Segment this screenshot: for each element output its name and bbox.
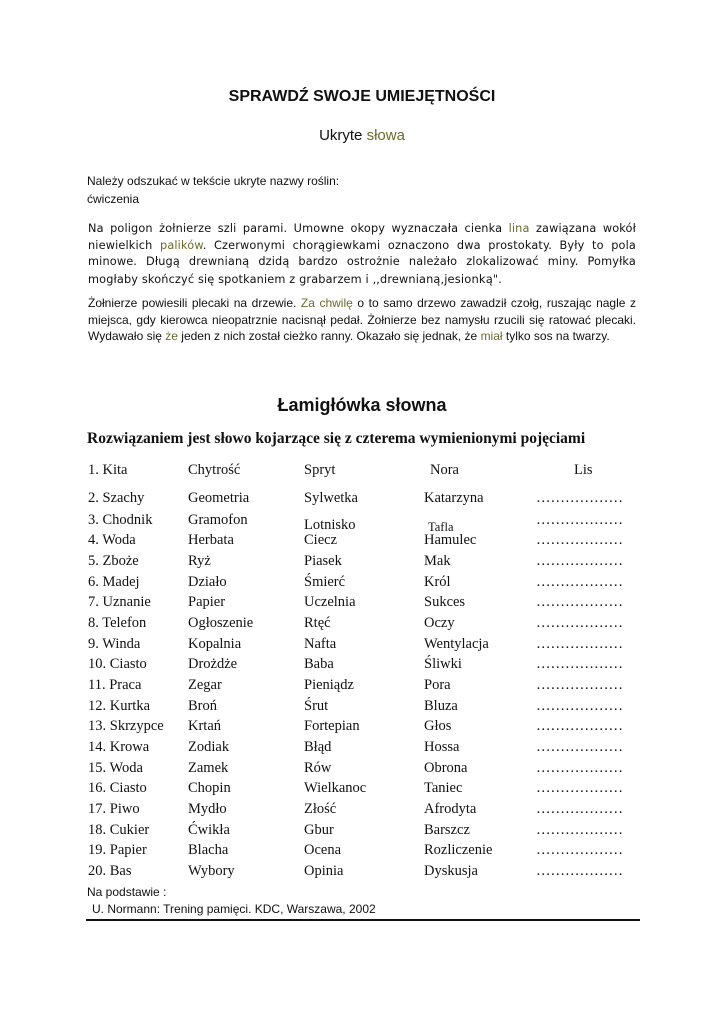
clue-number-word: 16. Ciasto	[88, 780, 147, 796]
clue-word-3: Pieniądz	[304, 677, 354, 693]
answer-field[interactable]: ………………	[536, 490, 623, 506]
clue-word-4: Sukces	[424, 594, 466, 610]
answer-field[interactable]: ………………	[536, 512, 623, 528]
paragraph-text: . Czerwonymi chorągiewkami oznaczono dwa prostokaty. Były to pola minowe. Długą drewnianą dzidą bardzo ostrożnie należało zlokalizować miny. Pomyłka mogłaby skończyć się spotkaniem z grabarzem i ,,drewnianą,	[88, 238, 636, 286]
clue-word-3: Gbur	[304, 822, 334, 838]
paragraph-text: Na poligon żołnierze szli parami. Umowne okopy wyznaczała cienka	[88, 222, 509, 235]
answer-field[interactable]: ………………	[536, 636, 623, 652]
subtitle-plain: Ukryte	[319, 127, 367, 144]
clue-word-3: Ocena	[304, 842, 342, 858]
highlighted-word: że	[165, 329, 178, 343]
clue-word-2: Ćwikła	[188, 822, 230, 838]
clue-number-word: 20. Bas	[88, 863, 132, 879]
clue-word-2: Herbata	[188, 532, 234, 548]
clue-word-3: Piasek	[304, 553, 342, 569]
table-row	[0, 490, 724, 510]
clue-number-word: 1. Kita	[88, 462, 128, 478]
clue-number-word: 13. Skrzypce	[88, 718, 164, 734]
hidden-words-paragraph-1	[88, 221, 636, 288]
clue-number-word: 11. Praca	[88, 677, 142, 693]
clue-word-3: Rów	[304, 760, 332, 776]
answer-field[interactable]: Lis	[574, 462, 593, 478]
clue-word-2: Drożdże	[188, 656, 238, 672]
clue-word-4: Rozliczenie	[424, 842, 493, 858]
table-row	[0, 656, 724, 676]
clue-word-4: Dyskusja	[424, 863, 478, 879]
clue-word-3: Złość	[304, 801, 337, 817]
source-label: Na podstawie :	[87, 885, 167, 899]
clue-number-word: 19. Papier	[88, 842, 147, 858]
answer-field[interactable]: ………………	[536, 553, 623, 569]
clue-word-2: Ryż	[188, 553, 211, 569]
clue-word-4: Hossa	[424, 739, 460, 755]
clue-word-2: Chytrość	[188, 462, 241, 478]
answer-field[interactable]: ………………	[536, 718, 623, 734]
clue-word-2: Krtań	[188, 718, 222, 734]
table-row	[0, 801, 724, 821]
answer-field[interactable]: ………………	[536, 739, 623, 755]
clue-number-word: 2. Szachy	[88, 490, 145, 506]
clue-word-4: Król	[424, 574, 451, 590]
clue-number-word: 8. Telefon	[88, 615, 147, 631]
clue-word-2: Wybory	[188, 863, 235, 879]
exercises-label: ćwiczenia	[87, 192, 140, 206]
clue-word-2: Geometria	[188, 490, 250, 506]
footer-divider	[86, 919, 640, 921]
clue-word-4: Śliwki	[424, 656, 462, 672]
table-row	[0, 462, 724, 482]
clue-word-4: Obrona	[424, 760, 468, 776]
clue-word-4: Oczy	[424, 615, 455, 631]
answer-field[interactable]: ………………	[536, 615, 623, 631]
table-row	[0, 512, 724, 532]
answer-field[interactable]: ………………	[536, 574, 623, 590]
clue-word-4: Wentylacja	[424, 636, 489, 652]
subtitle-highlight: słowa	[366, 127, 405, 144]
answer-field[interactable]: ………………	[536, 656, 623, 672]
puzzle-title: Łamigłówka słowna	[277, 395, 447, 415]
clue-number-word: 10. Ciasto	[88, 656, 147, 672]
clue-word-2: Broń	[188, 698, 217, 714]
hidden-words-paragraph-2	[88, 295, 636, 345]
clue-word-2: Mydło	[188, 801, 227, 817]
paragraph-text: ".	[492, 272, 502, 286]
table-row	[0, 677, 724, 697]
clue-word-3: Wielkanoc	[304, 780, 367, 796]
clue-number-word: 18. Cukier	[88, 822, 150, 838]
paragraph-text: o to samo drzewo zawadził czołg, ruszając nagle z miejsca, gdy kierowca nieopatrznie nacisnął pedał. Żołnierze bez namysłu rzucili się ratować plecaki. Wydawało się	[88, 296, 636, 343]
clue-word-3: Śmierć	[304, 574, 346, 590]
clue-number-word: 15. Woda	[88, 760, 143, 776]
clue-word-4: Bluza	[424, 698, 458, 714]
clue-word-4: Afrodyta	[424, 801, 477, 817]
clue-word-3: Spryt	[304, 462, 336, 478]
clue-number-word: 3. Chodnik	[88, 512, 153, 528]
clue-word-3: Sylwetka	[304, 490, 358, 506]
clue-word-4: Mak	[424, 553, 451, 569]
clue-word-4: Nora	[430, 462, 459, 478]
paragraph-text: Żołnierze powiesili plecaki na drzewie.	[88, 296, 301, 310]
clue-word-3: Rtęć	[304, 615, 331, 631]
clue-word-4: Barszcz	[424, 822, 470, 838]
table-row	[0, 615, 724, 635]
clue-word-2: Gramofon	[188, 512, 248, 528]
highlighted-word: Za chwilę	[300, 296, 353, 310]
clue-word-2: Blacha	[188, 842, 229, 858]
clue-word-2: Papier	[188, 594, 226, 610]
clue-word-3: Baba	[304, 656, 334, 672]
clue-word-4: Tafla	[428, 520, 454, 534]
clue-word-3: Fortepian	[304, 718, 360, 734]
clue-number-word: 9. Winda	[88, 636, 141, 652]
clue-word-2: Ogłoszenie	[188, 615, 254, 631]
answer-field[interactable]: ………………	[536, 677, 623, 693]
table-row	[0, 594, 724, 614]
clue-number-word: 7. Uznanie	[88, 594, 151, 610]
clue-word-2: Działo	[188, 574, 227, 590]
table-row	[0, 532, 724, 552]
clue-number-word: 14. Krowa	[88, 739, 150, 755]
subtitle	[0, 127, 724, 144]
puzzle-question: Rozwiązaniem jest słowo kojarzące się z czterema wymienionymi pojęciami	[87, 430, 586, 447]
table-row	[0, 842, 724, 862]
table-row	[0, 553, 724, 573]
clue-word-4: Hamulec	[424, 532, 477, 548]
highlighted-word: miał	[480, 329, 503, 343]
instruction: Należy odszukać w tekście ukryte nazwy roślin:	[87, 174, 340, 188]
answer-field[interactable]: ………………	[536, 532, 623, 548]
table-row	[0, 574, 724, 594]
clue-word-4: Taniec	[424, 780, 463, 796]
clue-number-word: 5. Zboże	[88, 553, 139, 569]
paragraph-text: tylko sos na twarzy.	[502, 329, 610, 343]
highlighted-word: palików	[160, 238, 203, 252]
clue-number-word: 17. Piwo	[88, 801, 140, 817]
answer-field[interactable]: ………………	[536, 863, 623, 879]
answer-field[interactable]: ………………	[536, 780, 623, 796]
clue-word-2: Zodiak	[188, 739, 230, 755]
highlighted-word: lina	[508, 222, 530, 235]
table-row	[0, 760, 724, 780]
clue-word-3: Ciecz	[304, 532, 338, 548]
answer-field[interactable]: ………………	[536, 842, 623, 858]
clue-word-2: Chopin	[188, 780, 231, 796]
page-title: SPRAWDŹ SWOJE UMIEJĘTNOŚCI	[228, 88, 496, 105]
clue-number-word: 4. Woda	[88, 532, 136, 548]
clue-word-3: Opinia	[304, 863, 344, 879]
answer-field[interactable]: ………………	[536, 594, 623, 610]
clue-word-2: Zegar	[188, 677, 222, 693]
paragraph-text: zawiązana wokół niewielkich	[88, 222, 636, 252]
paragraph-text: jeden z nich został cieżko ranny. Okazało się jednak, że	[177, 329, 481, 343]
clue-word-2: Kopalnia	[188, 636, 242, 652]
answer-field[interactable]: ………………	[536, 801, 623, 817]
answer-field[interactable]: ………………	[536, 822, 623, 838]
paragraph-text: jesionką	[444, 271, 493, 286]
clue-number-word: 12. Kurtka	[88, 698, 151, 714]
source-citation: U. Normann: Trening pamięci. KDC, Warszawa, 2002	[92, 902, 376, 916]
table-row	[0, 780, 724, 800]
clue-word-2: Zamek	[188, 760, 229, 776]
clue-word-4: Katarzyna	[424, 490, 484, 506]
clue-word-4: Pora	[424, 677, 451, 693]
clue-word-3: Śrut	[304, 698, 329, 714]
clue-word-4: Głos	[424, 718, 452, 734]
clue-word-3: Uczelnia	[304, 594, 356, 610]
table-row	[0, 698, 724, 718]
clue-word-3: Błąd	[304, 739, 332, 755]
table-row	[0, 718, 724, 738]
table-row	[0, 739, 724, 759]
clue-number-word: 6. Madej	[88, 574, 140, 590]
clue-word-3: Lotnisko	[304, 517, 356, 533]
table-row	[0, 822, 724, 842]
table-row	[0, 636, 724, 656]
answer-field[interactable]: ………………	[536, 698, 623, 714]
answer-field[interactable]: ………………	[536, 760, 623, 776]
clue-word-3: Nafta	[304, 636, 337, 652]
table-row	[0, 863, 724, 883]
